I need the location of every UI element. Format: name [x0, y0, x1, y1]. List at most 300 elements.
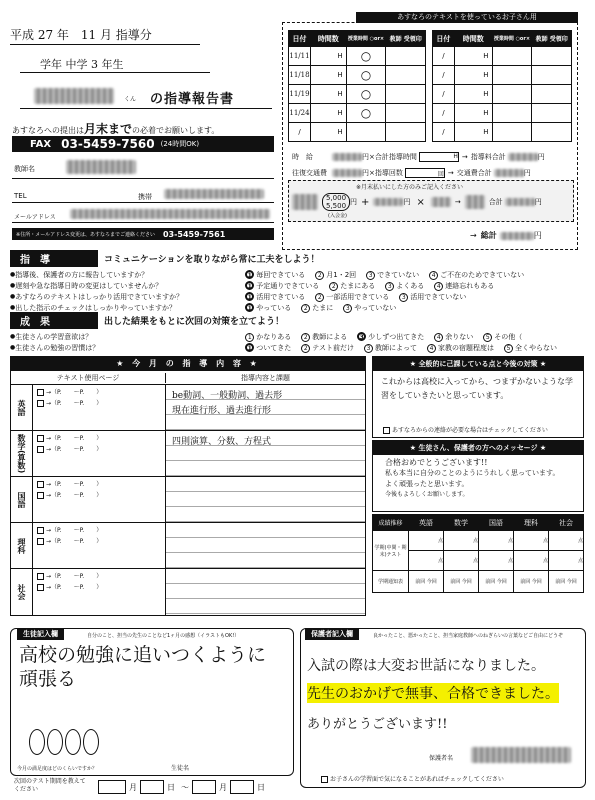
option-label: ご不在のためできていない [440, 270, 525, 279]
table-row [289, 85, 426, 104]
arrow: → [461, 153, 468, 161]
student-kun: くん [124, 96, 137, 103]
row-hours: H [310, 123, 346, 142]
results-title: 成 果 [10, 312, 98, 329]
checkbox-icon[interactable] [37, 492, 44, 499]
content-field[interactable] [166, 523, 365, 568]
page-range-field[interactable] [37, 490, 161, 501]
subject-name: 社会 [11, 569, 33, 615]
hourly-redacted [332, 153, 362, 161]
checkbox-icon[interactable] [383, 427, 390, 434]
table-row [289, 104, 426, 123]
option-number-icon: 3 [364, 344, 373, 353]
option-number-icon: 1 [245, 292, 254, 301]
checkbox-icon[interactable] [37, 527, 44, 534]
fee-redacted-c [431, 197, 451, 207]
subject-row [11, 431, 365, 477]
col-seal: 教師 受領印 [386, 31, 426, 47]
page-range-field[interactable] [37, 582, 161, 593]
satisfaction-prompt: 今月の満足度はどのくらいですか？ [17, 766, 98, 772]
day-field-a[interactable] [140, 780, 164, 794]
grade-cell: 前回 今回 [409, 571, 444, 593]
option-3[interactable] [366, 270, 419, 280]
student-note-text: 高校の勉強に追いつくように頑張る [19, 644, 267, 690]
score-subject: 国語 [479, 515, 514, 531]
content-field[interactable] [166, 477, 365, 522]
content-field[interactable] [166, 431, 365, 476]
yen-a: 円 [537, 153, 545, 161]
content-line: be動詞、一般動詞、過去形 [172, 391, 283, 401]
issues-check-label: あすなろからの連絡が必要な場合はチェックしてください [392, 427, 548, 434]
option-label: ついてきた [256, 343, 292, 352]
score-cell: 点 [479, 531, 514, 551]
tel-underline [12, 202, 274, 203]
option-label: よくある [396, 281, 425, 290]
yen-d: 円 [533, 231, 542, 240]
subject-name: 理科 [11, 523, 33, 568]
next-test-dates [98, 780, 268, 794]
score-cell: 点 [444, 531, 479, 551]
month-label: 月 [129, 782, 137, 792]
bullet-icon: ● [10, 344, 16, 351]
student-name-label: 生徒名 [171, 765, 190, 772]
transport-label: 往復交通費 [292, 169, 327, 177]
mobile-redacted [164, 189, 264, 199]
option-5[interactable] [504, 343, 557, 353]
row-hours: H [310, 47, 346, 66]
grade-cell: 前回 今回 [514, 571, 549, 593]
option-1[interactable] [245, 303, 291, 313]
face-icon[interactable] [47, 729, 63, 755]
month-field-a[interactable] [98, 780, 126, 794]
option-label: 教師による [312, 332, 348, 341]
teacher-underline [12, 178, 274, 179]
checkbox-icon[interactable] [37, 573, 44, 580]
page-range-label: →（P. ～P. ） [46, 481, 103, 488]
page-fields [33, 477, 166, 522]
option-number-icon: 2 [301, 304, 310, 313]
row-seal [532, 123, 572, 142]
option-label: 予定通りできている [256, 281, 320, 290]
row-seal [532, 104, 572, 123]
table-row [289, 66, 426, 85]
question-row [10, 342, 585, 353]
fee-a: 5,000 [326, 194, 347, 202]
option-number-icon: 5 [504, 344, 513, 353]
results-items [10, 331, 585, 353]
option-4[interactable] [429, 270, 524, 280]
month-field-b[interactable] [192, 780, 216, 794]
option-number-icon: 3 [357, 332, 366, 341]
attendance-banner: あすなろのテキストを使っているお子さん用 [356, 12, 578, 23]
face-icon[interactable] [29, 729, 45, 755]
table-row [433, 104, 572, 123]
fee-label-a: (入会金) [328, 213, 347, 219]
score-cell: 点 [479, 551, 514, 571]
row-hours: H [454, 85, 492, 104]
option-number-icon: 3 [343, 304, 352, 313]
monthly-fee-note: ※月末払いにした方のみご記入ください [356, 184, 464, 191]
option-label: 全くやらない [514, 343, 557, 352]
guidance-title: 指 導 [10, 250, 98, 267]
page-range-field[interactable] [37, 387, 161, 398]
hourly-yen-x: 円×合計指導時間 [362, 153, 417, 161]
student-note-tag: 生徒記入欄 [17, 628, 64, 640]
message-line-2: 私も本当に自分のことのようにうれしく思っています。 [385, 469, 560, 477]
mail-underline [12, 222, 274, 223]
page-range-field[interactable] [37, 479, 161, 490]
page-range-field[interactable] [37, 525, 161, 536]
question-text: 指導後、保護者の方に報告していますか？ [15, 270, 149, 279]
score-cell: 点 [409, 531, 444, 551]
day-label: 日 [167, 782, 175, 792]
fee-redacted-d [465, 195, 485, 209]
transport-total-label: 交通費合計 [456, 169, 492, 177]
option-5[interactable] [483, 332, 522, 342]
subject-rows [11, 385, 365, 615]
row-seal [386, 123, 426, 142]
bullet-icon: ● [10, 333, 16, 340]
fee-unit: 円 [350, 198, 358, 206]
option-2[interactable] [301, 332, 347, 342]
option-label: 一部活用できている [326, 292, 390, 301]
monthly-col-headers [11, 371, 365, 385]
page-range-label: →（P. ～P. ） [46, 435, 103, 442]
row-date: 11/19 [289, 85, 311, 104]
subject-row [11, 523, 365, 569]
page-fields [33, 385, 166, 430]
notice-deadline: 月末まで [84, 122, 133, 136]
row-mark [492, 85, 532, 104]
hourly-label: 時 給 [292, 153, 313, 161]
notice-pre: あすなろへの提出は [12, 126, 84, 135]
next-test-label: 次回のテスト期間を教えてください [14, 778, 86, 793]
option-1[interactable] [245, 292, 305, 302]
col-mark: 授業時間 ○or× [346, 31, 386, 47]
grade-cell: 前回 今回 [549, 571, 584, 593]
parent-name-redacted [471, 747, 571, 763]
option-label: 活用できていない [410, 292, 467, 301]
notice-post: の必着でお願いします。 [132, 126, 220, 135]
student-grade: 学年 中学 3 年生 [40, 58, 124, 71]
report-label: 学期通知表 [373, 571, 409, 593]
page-fields [33, 569, 166, 615]
mobile-label: 携帯 [138, 193, 152, 201]
row-hours: H [454, 47, 492, 66]
col-text-pages: テキスト使用ページ [11, 373, 166, 383]
option-1[interactable] [245, 281, 319, 291]
table-row [289, 47, 426, 66]
arrow: → [470, 231, 477, 240]
subject-row [11, 477, 365, 523]
row-date: / [433, 104, 455, 123]
option-2[interactable] [315, 270, 356, 280]
row-date: / [433, 85, 455, 104]
arrow: → [454, 198, 461, 206]
message-line-1: 合格おめでとうございます!! [385, 458, 488, 467]
option-label: 連絡忘れもある [445, 281, 495, 290]
page-range-label: →（P. ～P. ） [46, 584, 103, 591]
option-number-icon: 3 [366, 271, 375, 280]
change-note: ※住所・メールアドレス変更は、あすなろまでご連絡ください [16, 231, 155, 238]
question-text: あすなろのテキストはしっかり活用できていますか？ [15, 292, 184, 301]
grand-total-label: 総計 [480, 231, 497, 240]
parent-name-label: 保護者名 [429, 755, 454, 762]
message-line-4: 今後もよろしくお願いします。 [385, 491, 469, 498]
row-hours: H [454, 66, 492, 85]
fee-redacted-b [373, 198, 403, 206]
parent-check [321, 774, 504, 783]
monthly-box [10, 356, 366, 616]
option-number-icon: 5 [483, 333, 492, 342]
checkbox-icon[interactable] [37, 584, 44, 591]
question-row [10, 331, 585, 342]
fee-hourly-row [292, 152, 576, 162]
col-mark: 授業時間 ○or× [492, 31, 532, 47]
option-2[interactable] [301, 303, 333, 313]
plus-sign: + [361, 196, 370, 208]
option-label: 月1・2回 [326, 270, 357, 279]
row-date: 11/11 [289, 47, 311, 66]
score-cell: 点 [549, 551, 584, 571]
option-2[interactable] [315, 292, 389, 302]
option-number-icon: 1 [245, 343, 254, 352]
scores-title: 成績推移 [373, 515, 409, 531]
attendance-table-right [432, 30, 572, 142]
option-2[interactable] [301, 343, 354, 353]
row-hours: H [310, 104, 346, 123]
subject-name: 数学(算数) [11, 431, 33, 476]
col-date: 日付 [289, 31, 311, 47]
attendance-table-left [288, 30, 426, 142]
page-range-label: →（P. ～P. ） [46, 400, 103, 407]
times-sign: × [416, 196, 425, 208]
grade-cell: 前回 今回 [479, 571, 514, 593]
fee-b: 5,500 [326, 202, 347, 210]
subject-name: 国語 [11, 477, 33, 522]
month-label: 月 [219, 782, 227, 792]
row-date: 11/18 [289, 66, 311, 85]
page-fields [33, 431, 166, 476]
sum-redacted [505, 198, 535, 206]
guidance-header [10, 250, 585, 267]
score-cell: 点 [514, 531, 549, 551]
content-field[interactable] [166, 385, 365, 430]
guidance-items [10, 269, 585, 313]
option-3[interactable] [364, 343, 417, 353]
results-section [10, 312, 585, 353]
checkbox-icon[interactable] [37, 446, 44, 453]
row-mark: ○ [346, 66, 386, 85]
fax-bar [12, 136, 274, 152]
option-number-icon: 2 [301, 344, 310, 353]
page-range-field[interactable] [37, 444, 161, 455]
fee-options [322, 193, 350, 211]
checkbox-icon[interactable] [37, 481, 44, 488]
parent-note-prompt: 良かったこと、悪かったこと、担当家庭教師へのねぎらいの言葉などご自由にどうぞ [373, 633, 564, 639]
question-text: 出した指示のチェックはしっかりやっていますか？ [15, 303, 177, 312]
student-note-box [10, 628, 294, 776]
option-label: その他（ [494, 332, 523, 341]
row-hours: H [454, 123, 492, 142]
guidance-total-label: 指導料合計 [470, 153, 506, 161]
arrow: → [447, 169, 454, 177]
content-field[interactable] [166, 569, 365, 615]
score-subject: 社会 [549, 515, 584, 531]
day-field-b[interactable] [230, 780, 254, 794]
page-range-label: →（P. ～P. ） [46, 492, 103, 499]
grand-total-redacted [500, 232, 534, 240]
option-label: かなりある [256, 332, 292, 341]
message-box [372, 440, 584, 512]
option-1[interactable] [245, 332, 291, 342]
fee-redacted-a [292, 194, 318, 210]
face-icon[interactable] [65, 729, 81, 755]
period-underline [10, 44, 200, 45]
option-number-icon: 2 [329, 282, 338, 291]
option-3[interactable] [343, 303, 396, 313]
parent-note-text-2: 先生のおかげで無事、合格できました。 [307, 683, 559, 703]
score-cell: 点 [444, 551, 479, 571]
question-row [10, 269, 585, 280]
test-label: 学期(中間・期末)テスト [373, 531, 409, 571]
option-label: できていない [377, 270, 420, 279]
row-seal [386, 66, 426, 85]
option-4[interactable] [434, 332, 473, 342]
option-number-icon: 3 [385, 282, 394, 291]
row-date: / [289, 123, 311, 142]
day-label: 日 [257, 782, 265, 792]
issues-text: これからは高校に入ってから、つまずかないような学習をしていきたいと思っています。 [381, 377, 573, 400]
row-mark [492, 104, 532, 123]
grade-underline [20, 72, 210, 73]
row-mark [346, 123, 386, 142]
option-number-icon: 4 [434, 333, 443, 342]
row-hours: H [310, 66, 346, 85]
grand-total-row [470, 230, 542, 241]
row-date: / [433, 66, 455, 85]
mail-redacted [70, 209, 270, 219]
page-range-label: →（P. ～P. ） [46, 573, 103, 580]
score-subject: 数学 [444, 515, 479, 531]
yen-c: 円 [534, 198, 542, 206]
bullet-icon: ● [10, 293, 16, 300]
checkbox-icon[interactable] [37, 538, 44, 545]
row-date: / [433, 47, 455, 66]
option-4[interactable] [434, 281, 494, 291]
option-number-icon: 1 [245, 333, 254, 342]
row-date: / [433, 123, 455, 142]
report-period: 平成 27 年 11 月 指導分 [10, 28, 152, 42]
tilde: ～ [181, 782, 189, 792]
page-range-field[interactable] [37, 571, 161, 582]
score-subject: 理科 [514, 515, 549, 531]
issues-title: ★ 全般的に己課している点と今後の対策 ★ [373, 357, 583, 371]
question-text: 生徒さんの勉強の習慣は？ [15, 343, 100, 352]
guidance-total-redacted [508, 153, 538, 161]
option-3[interactable] [399, 292, 466, 302]
option-number-icon: 4 [434, 282, 443, 291]
option-1[interactable] [245, 270, 305, 280]
sum-label: 合計 [488, 198, 503, 206]
row-mark [492, 123, 532, 142]
checkbox-icon[interactable] [37, 435, 44, 442]
checkbox-icon[interactable] [321, 776, 328, 783]
row-mark: ○ [346, 47, 386, 66]
deadline-notice [12, 120, 219, 137]
option-number-icon: 1 [245, 303, 254, 312]
row-mark [492, 47, 532, 66]
row-seal [386, 85, 426, 104]
parent-check-label: お子さんの学習面で気になることがあればチェックしてください [330, 776, 504, 783]
checkbox-icon[interactable] [37, 400, 44, 407]
score-cell: 点 [549, 531, 584, 551]
option-1[interactable] [245, 343, 291, 353]
table-row [433, 85, 572, 104]
monthly-title: ★ 今 月 の 指 導 内 容 ★ [11, 357, 365, 371]
page-range-field[interactable] [37, 398, 161, 409]
bullet-icon: ● [10, 282, 16, 289]
parent-note-text-1: 入試の際は大変お世話になりました。 [307, 658, 545, 674]
option-number-icon: 4 [429, 271, 438, 280]
checkbox-icon[interactable] [37, 389, 44, 396]
option-label: 家教の宿題程度は [437, 343, 494, 352]
question-text: 生徒さんの学習意欲は？ [15, 332, 93, 341]
row-mark [492, 66, 532, 85]
page-range-label: →（P. ～P. ） [46, 446, 103, 453]
subject-row [11, 385, 365, 431]
subject-name: 英語 [11, 385, 33, 430]
option-label: たまにある [340, 281, 376, 290]
option-4[interactable] [427, 343, 494, 353]
option-2[interactable] [329, 281, 375, 291]
issues-box [372, 356, 584, 438]
row-seal [386, 104, 426, 123]
score-subject: 英語 [409, 515, 444, 531]
table-row [433, 47, 572, 66]
option-3[interactable] [357, 332, 424, 342]
total-hours-box: H [419, 152, 459, 162]
option-label: 活用できている [256, 292, 306, 301]
page-fields [33, 523, 166, 568]
face-icon[interactable] [83, 729, 99, 755]
score-cell: 点 [514, 551, 549, 571]
row-seal [532, 85, 572, 104]
page-range-field[interactable] [37, 536, 161, 547]
page-range-field[interactable] [37, 433, 161, 444]
page-range-label: →（P. ～P. ） [46, 538, 103, 545]
monthly-fee-row [292, 193, 542, 211]
content-line: 四則演算、分数、方程式 [172, 437, 272, 447]
row-seal [532, 47, 572, 66]
report-title: の指導報告書 [150, 92, 235, 107]
option-number-icon: 3 [399, 293, 408, 302]
option-label: テスト前だけ [312, 343, 354, 352]
option-label: 毎回できている [256, 270, 306, 279]
bullet-icon: ● [10, 271, 16, 278]
row-seal [386, 47, 426, 66]
results-header [10, 312, 585, 329]
row-mark: ○ [346, 85, 386, 104]
message-title: ★ 生徒さん、保護者の方へのメッセージ ★ [373, 441, 583, 455]
parent-note-tag: 保護者記入欄 [305, 628, 359, 640]
option-3[interactable] [385, 281, 424, 291]
option-label: やっていない [354, 303, 397, 312]
question-row [10, 280, 585, 291]
title-underline [20, 108, 272, 109]
fax-label: FAX [30, 138, 52, 150]
guidance-section [10, 250, 585, 313]
